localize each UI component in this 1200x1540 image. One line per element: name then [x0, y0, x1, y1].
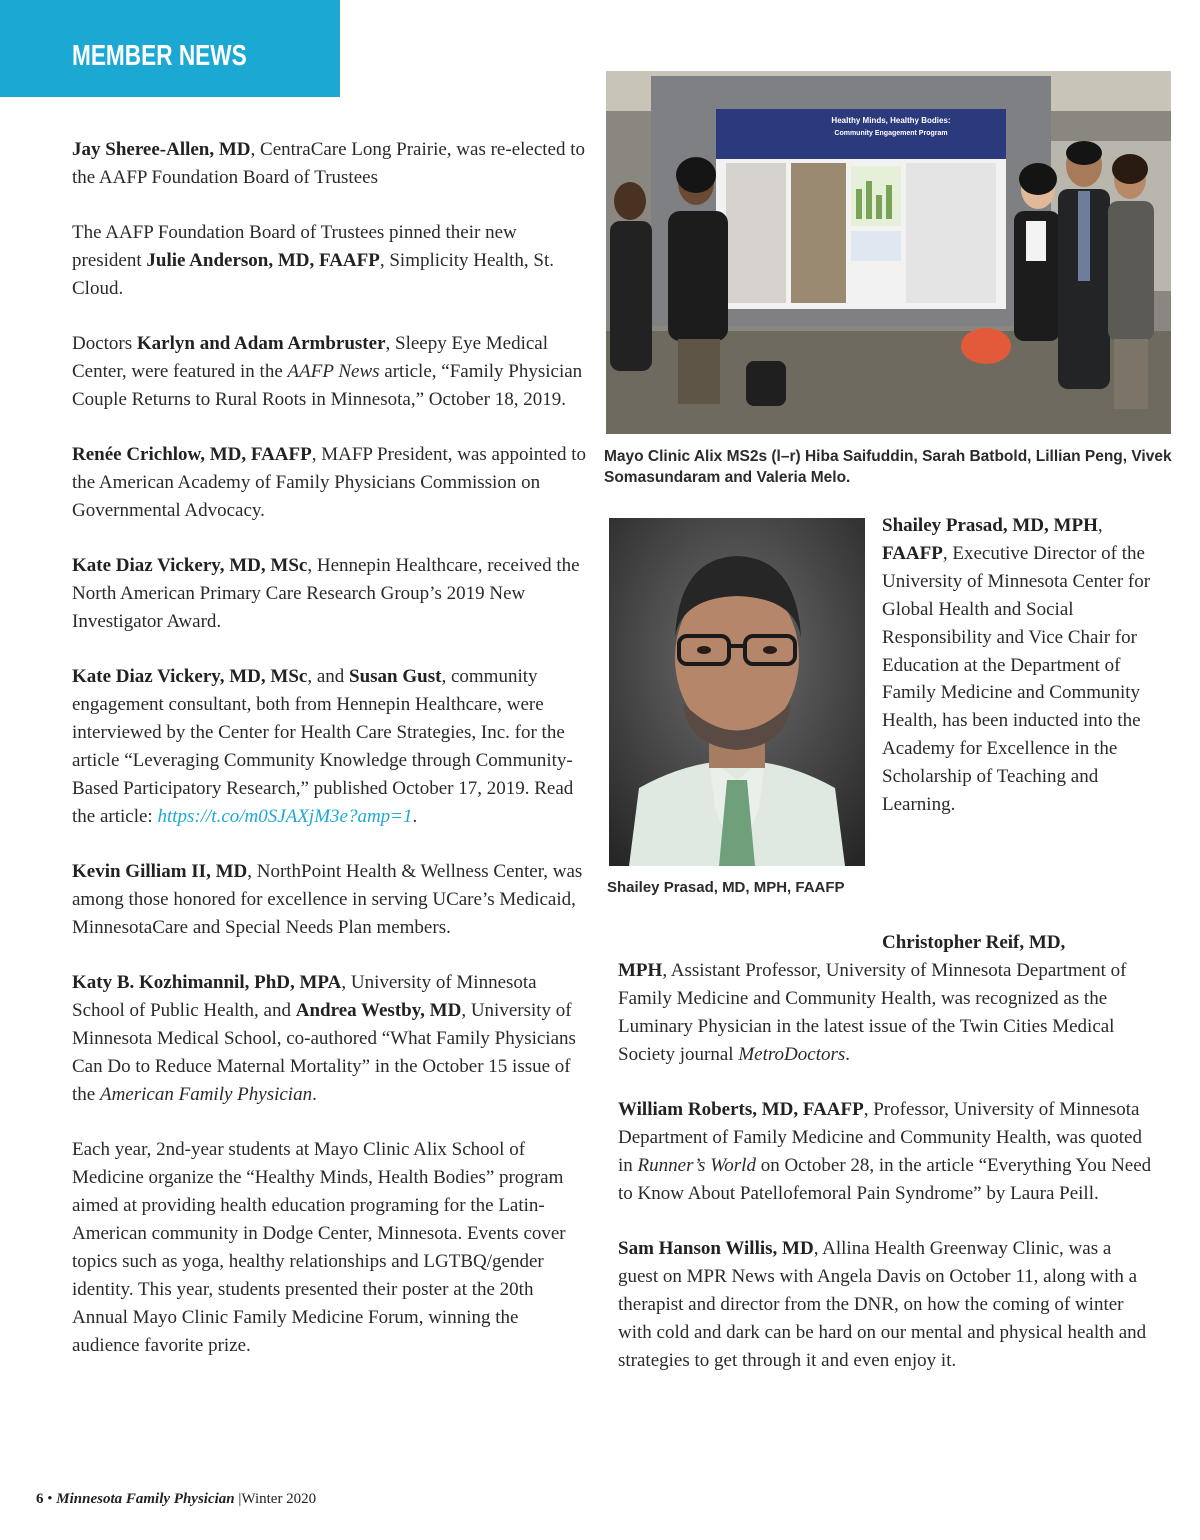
portrait-photo — [609, 518, 865, 866]
group-photo-caption: Mayo Clinic Alix MS2s (l–r) Hiba Saifuddin, Sarah Batbold, Lillian Peng, Vivek Somasundaram and Valeria Melo. — [604, 448, 1172, 486]
news-item-vickery-gust: Kate Diaz Vickery, MD, MSc, and Susan Gust, community engagement consultant, both from Hennepin Healthcare, were interviewed by the Center for Health Care Strategies, Inc. for the article “Leveraging Community Knowledge through Community-Based Participatory Research,” published October 17, 2019. Read the article: https://t.co/m0SJAXjM3e?amp=1. — [72, 666, 574, 827]
member-name: Renée Crichlow, MD, FAAFP — [72, 444, 312, 465]
poster-title: Healthy Minds, Healthy Bodies: — [831, 116, 951, 125]
left-column — [72, 136, 587, 1387]
publication-title: American Family Physician — [99, 1084, 313, 1105]
news-item-roberts: William Roberts, MD, FAAFP, Professor, University of Minnesota Department of Family Medicine and Community Health, was quoted in Runner’s World on October 28, in the article “Everything You Need to Know About Patellofemoral Pain Syndrome” by Laura Peill. — [618, 1099, 1152, 1204]
news-item-prasad: Shailey Prasad, MD, MPH, FAAFP, Executive Director of the University of Minnesota Center for Global Health and Social Responsibility and Vice Chair for Education at the Department of Family Medicine and Community Health, has been inducted into the Academy for Excellence in the Scholarship of Teaching and Learning. — [882, 515, 1151, 816]
news-item-anderson: The AAFP Foundation Board of Trustees pinned their new president Julie Anderson, MD, FAAFP, Simplicity Health, St. Cloud. — [72, 222, 555, 299]
news-item-willis: Sam Hanson Willis, MD, Allina Health Greenway Clinic, was a guest on MPR News with Angela Davis on October 11, along with a therapist and director from the DNR, on how the coming of winter with cold and dark can be hard on our mental and physical health and strategies to get through it and even enjoy it. — [618, 1238, 1147, 1371]
member-name: Julie Anderson, MD, FAAFP — [146, 250, 380, 271]
member-credential: MPH — [618, 960, 663, 981]
member-name: Christopher Reif, MD, — [882, 932, 1066, 953]
footer-divider: | — [238, 1491, 242, 1507]
group-photo-poster — [606, 71, 1171, 434]
page-footer — [36, 1491, 316, 1508]
publication-title: MetroDoctors — [738, 1044, 846, 1065]
publication-title: Runner’s World — [637, 1155, 756, 1176]
news-item-vickery-award: Kate Diaz Vickery, MD, MSc, Hennepin Healthcare, received the North American Primary Care Research Group’s 2019 New Investigator Award. — [72, 555, 580, 632]
member-name: Andrea Westby, MD — [295, 1000, 462, 1021]
section-banner — [0, 0, 340, 97]
member-name: Sam Hanson Willis, MD — [618, 1238, 814, 1259]
news-item-sheree-allen: Jay Sheree-Allen, MD, CentraCare Long Prairie, was re-elected to the AAFP Foundation Board of Trustees — [72, 139, 586, 188]
news-item-gilliam: Kevin Gilliam II, MD, NorthPoint Health & Wellness Center, was among those honored for excellence in serving UCare’s Medicaid, MinnesotaCare and Special Needs Plan members. — [72, 861, 583, 938]
member-credential: FAAFP — [882, 542, 943, 564]
member-name: William Roberts, MD, FAAFP — [618, 1099, 864, 1120]
publication-title: AAFP News — [287, 361, 380, 382]
member-name: Katy B. Kozhimannil, PhD, MPA — [72, 972, 342, 993]
issue-name: Winter 2020 — [241, 1491, 317, 1507]
member-name: Susan Gust — [349, 666, 442, 687]
section-title: MEMBER NEWS — [72, 40, 247, 72]
member-name: Jay Sheree-Allen, MD — [72, 139, 251, 160]
member-name: Kate Diaz Vickery, MD, MSc — [72, 555, 308, 576]
news-item-crichlow: Renée Crichlow, MD, FAAFP, MAFP President, was appointed to the American Academy of Family Physicians Commission on Governmental Advocacy. — [72, 444, 586, 521]
member-name: Kevin Gilliam II, MD — [72, 861, 248, 882]
news-item-armbruster: Doctors Karlyn and Adam Armbruster, Sleepy Eye Medical Center, were featured in the AAFP News article, “Family Physician Couple Returns to Rural Roots in Minnesota,” October 18, 2019. — [72, 333, 583, 410]
member-name: Shailey Prasad, MD, MPH — [882, 515, 1098, 536]
member-name: Kate Diaz Vickery, MD, MSc — [72, 666, 308, 687]
poster-subtitle: Community Engagement Program — [834, 130, 948, 137]
footer-bullet: • — [47, 1491, 53, 1507]
page-number: 6 — [36, 1491, 44, 1507]
magazine-name: Minnesota Family Physician — [56, 1491, 235, 1507]
news-item-kozhimannil-westby: Katy B. Kozhimannil, PhD, MPA, University of Minnesota School of Public Health, and Andrea Westby, MD, University of Minnesota Medical School, co-authored “What Family Physicians Can Do to Reduce Maternal Mortality” in the October 15 issue of the American Family Physician. — [72, 972, 576, 1105]
news-item-mayo-program: Each year, 2nd-year students at Mayo Clinic Alix School of Medicine organize the “Healthy Minds, Health Bodies” program aimed at providing health education programing for the Latin-American community in Dodge Center, Minnesota. Events cover topics such as yoga, healthy relationships and LGTBQ/gender identity. This year, students presented their poster at the 20th Annual Mayo Clinic Family Medicine Forum, winning the audience favorite prize. — [72, 1139, 566, 1356]
article-link[interactable]: https://t.co/m0SJAXjM3e?amp=1 — [157, 806, 413, 827]
news-item-reif: Christopher Reif, MD, MPH, Assistant Professor, University of Minnesota Department of Family Medicine and Community Health, was recognized as the Luminary Physician in the latest issue of the Twin Cities Medical Society journal MetroDoctors. — [618, 932, 1127, 1065]
right-column — [618, 929, 1153, 1402]
member-name: Karlyn and Adam Armbruster — [136, 333, 386, 354]
portrait-caption: Shailey Prasad, MD, MPH, FAAFP — [607, 879, 845, 896]
